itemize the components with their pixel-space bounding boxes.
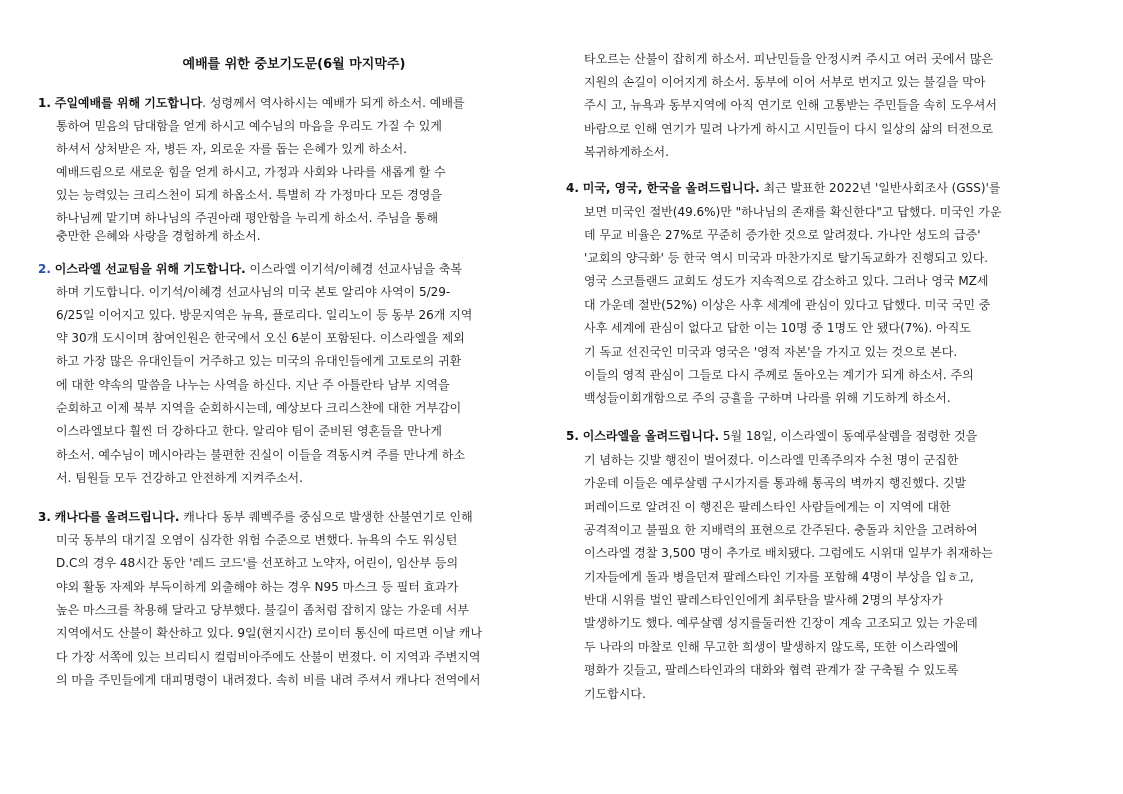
- section-line: 타오르는 산불이 잡히게 하소서. 피난민들을 안정시켜 주시고 여러 곳에서 많은: [584, 52, 994, 66]
- section-line: 하셔서 상처받은 자, 병든 자, 외로운 자를 돕는 은혜가 있게 하소서.: [56, 142, 407, 156]
- section-line: 주시 고, 뉴욕과 동부지역에 아직 연기로 인해 고통받는 주민들을 속히 도우셔서: [584, 98, 997, 112]
- section-line: 대 가운데 절반(52%) 이상은 사후 세계에 관심이 있다고 답했다. 미국 국민 중: [584, 298, 991, 312]
- section-line: 공격적이고 불필요 한 지배력의 표현으로 간주된다. 충돌과 치안을 고려하여: [584, 523, 978, 537]
- section-line: 퍼레이드로 알려진 이 행진은 팔레스타인 사람들에게는 이 지역에 대한: [584, 500, 951, 514]
- section-text: 5월 18일, 이스라엘이 동예루살렘을 점령한 것을: [719, 429, 978, 443]
- section-line: 이스라엘 경찰 3,500 명이 추가로 배치됐다. 그럼에도 시위대 일부가 취재하는: [584, 546, 993, 560]
- section-line: 이들의 영적 관심이 그들로 다시 주께로 돌아오는 계기가 되게 하소서. 주의: [584, 368, 974, 382]
- section-number: 4.: [566, 181, 579, 195]
- section-line: 백성들이회개함으로 주의 긍휼을 구하며 나라를 위해 기도하게 하소서.: [584, 391, 951, 405]
- section-line: 높은 마스크를 착용해 달라고 당부했다. 불길이 좀처럼 잡히지 않는 가운데 서부: [56, 603, 469, 617]
- section-number: 1.: [38, 96, 51, 110]
- section-number: 3.: [38, 510, 51, 524]
- section-line: 기도합시다.: [584, 687, 646, 701]
- section-text: . 성령께서 역사하시는 예배가 되게 하소서. 예배를: [202, 96, 465, 110]
- section-line: 지원의 손길이 이어지게 하소서. 동부에 이어 서부로 번지고 있는 불길을 막아: [584, 75, 986, 89]
- section-line: 하고 가장 많은 유대인들이 거주하고 있는 미국의 유대인들에게 고토로의 귀환: [56, 354, 462, 368]
- section-line: 보면 미국인 절반(49.6%)만 "하나님의 존재를 확신한다"고 답했다. 미국인 가운: [584, 205, 1002, 219]
- section-heading: 이스라엘을 올려드립니다.: [582, 429, 719, 443]
- section-line: D.C의 경우 48시간 동안 '레드 코드'를 선포하고 노약자, 어린이, 임산부 등의: [56, 556, 459, 570]
- section-line: 6/25일 이어지고 있다. 방문지역은 뉴욕, 플로리다. 일리노이 등 동부 26개 지역: [56, 308, 473, 322]
- section-line: 영국 스코틀랜드 교회도 성도가 지속적으로 감소하고 있다. 그러나 영국 MZ세: [584, 274, 989, 288]
- section-line: 예배드림으로 새로운 힘을 얻게 하시고, 가정과 사회와 나라를 새롭게 할 수: [56, 165, 446, 179]
- section-line: 에 대한 약속의 말씀을 나누는 사역을 하신다. 지난 주 아틀란타 남부 지역을: [56, 378, 450, 392]
- section-heading: 이스라엘 선교팀을 위해 기도합니다.: [54, 262, 246, 276]
- section-heading: 캐나다를 올려드립니다.: [54, 510, 180, 524]
- section-line: 의 마을 주민들에게 대피명령이 내려졌다. 속히 비를 내려 주셔서 캐나다 전역에서: [56, 673, 481, 687]
- section-line: '교회의 양극화' 등 한국 역시 미국과 마찬가지로 탈기독교화가 진행되고 있다.: [584, 251, 989, 265]
- section-number: 2.: [38, 262, 51, 276]
- section-number: 5.: [566, 429, 579, 443]
- section-line: 가운데 이들은 예루살렘 구시가지를 통과해 통곡의 벽까지 행진했다. 깃발: [584, 476, 967, 490]
- section-line: 하며 기도합니다. 이기석/이혜경 선교사님의 미국 본토 알리야 사역이 5/29-: [56, 285, 451, 299]
- section-heading: 주일예배를 위해 기도합니다: [54, 96, 203, 110]
- section-line: 순회하고 이제 북부 지역을 순회하시는데, 예상보다 크리스챤에 대한 거부감이: [56, 401, 462, 415]
- section-line: 하나님께 맡기며 하나님의 주권아래 평안함을 누리게 하소서. 주님을 통해: [56, 211, 439, 225]
- section-line: 바람으로 인해 연기가 밀려 나가게 하시고 시민들이 다시 일상의 삶의 터전으로: [584, 122, 994, 136]
- section-line: 기 념하는 깃발 행진이 벌어졌다. 이스라엘 민족주의자 수천 명이 군집한: [584, 453, 959, 467]
- section-line: 데 무교 비율은 27%로 꾸준히 증가한 것으로 알려졌다. 가나안 성도의 급증': [584, 228, 981, 242]
- section-line: 다 가장 서쪽에 있는 브리티시 컬럼비아주에도 산불이 번졌다. 이 지역과 주변지역: [56, 650, 481, 664]
- section-line: 있는 능력있는 크리스천이 되게 하옵소서. 특별히 각 가정마다 모든 경영을: [56, 188, 442, 202]
- section-line: 기 독교 선진국인 미국과 영국은 '영적 자본'을 가지고 있는 것으로 본다.: [584, 345, 958, 359]
- section-line: 서. 팀원들 모두 건강하고 안전하게 지켜주소서.: [56, 471, 303, 485]
- section-1-first-line: [38, 95, 465, 111]
- section-line: 발생하기도 했다. 예루살렘 성지를둘러싼 긴장이 계속 고조되고 있는 가운데: [584, 616, 978, 630]
- section-line: 이스라엘보다 훨씬 더 강하다고 한다. 알리야 팀이 준비된 영혼들을 만나게: [56, 424, 442, 438]
- section-line: 약 30개 도시이며 참여인원은 한국에서 오신 6분이 포함된다. 이스라엘을 제외: [56, 331, 465, 345]
- section-line: 충만한 은혜와 사랑을 경험하게 하소서.: [56, 229, 261, 243]
- section-line: 반대 시위를 벌인 팔레스타인인에게 최루탄을 발사해 2명의 부상자가: [584, 593, 943, 607]
- section-line: 평화가 깃들고, 팔레스타인과의 대화와 협력 관계가 잘 구축될 수 있도록: [584, 663, 959, 677]
- section-line: 사후 세계에 관심이 없다고 답한 이는 10명 중 1명도 안 됐다(7%). 아직도: [584, 321, 971, 335]
- section-line: 하소서. 예수님이 메시아라는 불편한 진실이 이들을 격동시켜 주를 만나게 하소: [56, 448, 466, 462]
- section-line: 기자들에게 돌과 병을던져 팔레스타인 기자를 포함해 4명이 부상을 입ㅎ고,: [584, 570, 974, 584]
- document-title: 예배를 위한 중보기도문(6월 마지막주): [182, 57, 406, 72]
- section-4-first-line: [566, 180, 1000, 196]
- section-line: 지역에서도 산불이 확산하고 있다. 9일(현지시간) 로이터 통신에 따르면 이날 캐나: [56, 626, 483, 640]
- section-text: 이스라엘 이기석/이혜경 선교사님을 축복: [245, 262, 463, 276]
- section-line: 통하여 믿음의 담대함을 얻게 하시고 예수님의 마음을 우리도 가질 수 있게: [56, 119, 442, 133]
- section-line: 미국 동부의 대기질 오염이 심각한 위험 수준으로 변했다. 뉴욕의 수도 워싱턴: [56, 533, 458, 547]
- section-line: 야외 활동 자제와 부득이하게 외출해야 하는 경우 N95 마스크 등 필터 효과가: [56, 580, 459, 594]
- section-3-first-line: [38, 509, 473, 525]
- section-2-first-line: [38, 261, 462, 277]
- section-text: 최근 발표한 2022년 '일반사회조사 (GSS)'를: [759, 181, 1001, 195]
- section-text: 캐나다 동부 퀘벡주를 중심으로 발생한 산불연기로 인해: [179, 510, 473, 524]
- section-5-first-line: [566, 428, 977, 444]
- section-heading: 미국, 영국, 한국을 올려드립니다.: [582, 181, 760, 195]
- section-line: 두 나라의 마찰로 인해 무고한 희생이 발생하지 않도록, 또한 이스라엘에: [584, 640, 959, 654]
- section-line: 복귀하게하소서.: [584, 145, 669, 159]
